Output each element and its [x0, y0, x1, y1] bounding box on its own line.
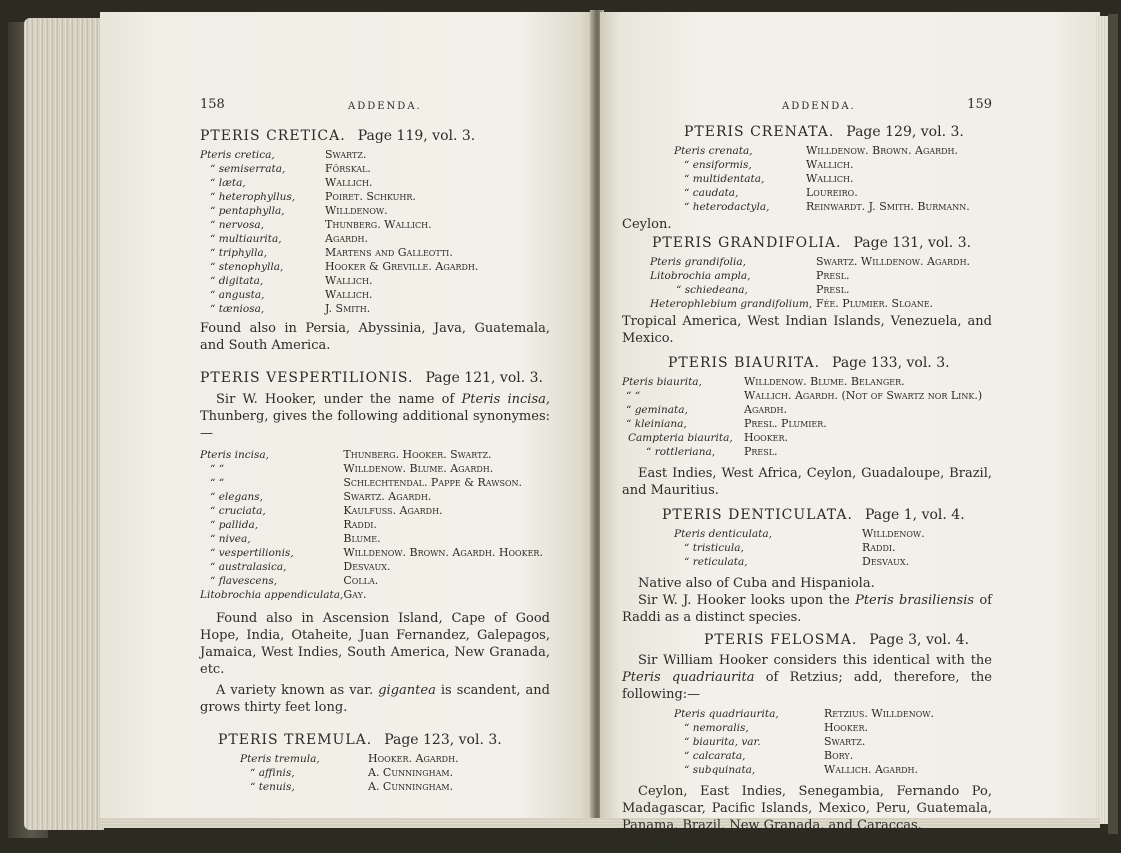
intro-text: Sir William Hooker considers this identical with the [638, 653, 992, 668]
synonym-name: Pteris cretica, [200, 149, 275, 161]
synonym-name: “ multiaurita, [210, 233, 282, 245]
synonym-authority: Martens and Galleotti. [325, 246, 453, 259]
section-note: Native also of Cuba and Hispaniola. [638, 576, 875, 591]
section-title: PTERIS FELOSMA. [704, 632, 858, 648]
synonym-authority: Bory. [824, 749, 854, 762]
section-note [622, 592, 992, 626]
synonym-authority: Willdenow. Blume. Belanger. [744, 375, 905, 388]
synonym-authority: Wallich. [325, 288, 373, 301]
synonym-table [674, 527, 925, 569]
synonym-authority: Wallich. [325, 176, 373, 189]
synonym-name: “ vespertilionis, [210, 547, 294, 559]
synonym-authority: Schlechtendal. Pappe & Rawson. [343, 476, 522, 489]
section-page-ref: Page 3, vol. 4. [869, 632, 970, 648]
synonym-authority: Willdenow. Brown. Agardh. Hooker. [343, 546, 543, 559]
synonym-authority: Wallich. [806, 172, 854, 185]
synonym-authority: Hooker. [744, 431, 789, 444]
synonym-row [200, 162, 550, 176]
synonym-name: “ tenuis, [250, 781, 295, 793]
synonym-table [674, 144, 970, 214]
synonym-name: “ rottleriana, [646, 446, 716, 458]
synonym-row [200, 546, 550, 560]
synonym-authority: Swartz. Agardh. [343, 490, 432, 503]
synonym-authority: Agardh. [325, 232, 369, 245]
synonym-row [622, 445, 982, 459]
synonym-table [200, 148, 550, 316]
synonym-authority: Retzius. Willdenow. [824, 707, 935, 720]
synonym-row [200, 574, 550, 588]
section-heading [622, 507, 992, 524]
intro-italic: Pteris incisa, [461, 392, 550, 407]
synonym-name: “ kleiniana, [626, 418, 687, 430]
synonym-table [650, 255, 970, 311]
section-title: PTERIS VESPERTILIONIS. [200, 370, 414, 386]
synonym-authority: J. Smith. [325, 302, 371, 315]
synonym-name: “ nervosa, [210, 219, 264, 231]
book-cover-right [1108, 14, 1118, 834]
synonym-name: “ multidentata, [684, 173, 765, 185]
synonym-authority: Raddi. [862, 541, 896, 554]
synonym-name: Pteris denticulata, [674, 528, 772, 540]
synonym-row [200, 518, 550, 532]
synonym-authority: Willdenow. Blume. Agardh. [343, 462, 494, 475]
synonym-authority: Thunberg. Wallich. [325, 218, 432, 231]
synonym-authority: Gay. [343, 588, 367, 601]
section-page-ref: Page 119, vol. 3. [357, 128, 476, 144]
synonym-name: “ tristicula, [684, 542, 744, 554]
synonym-authority: Willdenow. [325, 204, 388, 217]
synonym-authority: Wallich. Agardh. (Not of Swartz nor Link.) [744, 389, 983, 402]
section-note: Ceylon, East Indies, Senegambia, Fernando Po, Madagascar, Pacific Islands, Mexico, Peru, Guatemala, Panama, Brazil, New Granada, and Caraccas. [622, 784, 992, 833]
synonym-row [200, 260, 550, 274]
section-title: PTERIS TREMULA. [218, 732, 373, 748]
running-head-left [200, 96, 550, 118]
note-text: A variety known as var. [216, 683, 379, 698]
synonym-name: “ calcarata, [684, 750, 746, 762]
synonym-row [674, 158, 970, 172]
section-title: PTERIS DENTICULATA. [662, 507, 853, 523]
section-page-ref: Page 121, vol. 3. [425, 370, 543, 386]
page-number: 158 [200, 97, 225, 112]
section-title: PTERIS CRENATA. [684, 124, 835, 140]
synonym-name: “ ensiformis, [684, 159, 752, 171]
section-intro [200, 391, 550, 442]
synonym-name: “ pallida, [210, 519, 259, 531]
section-title: PTERIS CRETICA. [200, 128, 346, 144]
synonym-name: “ digitata, [210, 275, 264, 287]
section-heading [622, 235, 992, 252]
synonym-row [200, 476, 550, 490]
synonym-name: “ nemoralis, [684, 722, 749, 734]
synonym-name: Litobrochia appendiculata, [200, 589, 344, 601]
synonym-name: “ triphylla, [210, 247, 268, 259]
page-number: 159 [967, 97, 992, 112]
synonym-row [200, 302, 550, 316]
synonym-authority: Raddi. [343, 518, 377, 531]
note-italic: Pteris brasiliensis [855, 593, 975, 608]
synonym-name: Pteris tremula, [240, 753, 320, 765]
section-heading [200, 128, 550, 145]
synonym-name: “ elegans, [210, 491, 263, 503]
synonym-authority: A. Cunningham. [368, 766, 454, 779]
synonym-authority: A. Cunningham. [368, 780, 454, 793]
section-heading [200, 732, 550, 749]
right-page-text [622, 96, 992, 850]
synonym-row [200, 218, 550, 232]
synonym-name: Pteris incisa, [200, 449, 269, 461]
synonym-authority: Willdenow. Brown. Agardh. [806, 144, 959, 157]
synonym-authority: Swartz. [824, 735, 866, 748]
synonym-authority: Loureiro. [806, 186, 858, 199]
synonym-row [200, 560, 550, 574]
synonym-name: “ subquinata, [684, 764, 756, 776]
synonym-authority: Presl. Plumier. [744, 417, 827, 430]
synonym-row [200, 448, 550, 462]
note-text-end: is scandent, and grows thirty feet long. [200, 683, 550, 715]
synonym-row [200, 176, 550, 190]
signature-mark: Z [882, 838, 890, 850]
synonym-name: “ “ [626, 390, 641, 402]
synonym-row [650, 297, 970, 311]
synonym-row [674, 707, 934, 721]
synonym-row [650, 269, 970, 283]
running-head-title: ADDENDA. [348, 101, 422, 112]
synonym-name: “ geminata, [626, 404, 688, 416]
synonym-row [650, 283, 970, 297]
synonym-row [240, 780, 459, 794]
section-note: Found also in Persia, Abyssinia, Java, Guatemala, and South America. [200, 321, 550, 353]
synonym-row [200, 204, 550, 218]
section-page-ref: Page 123, vol. 3. [384, 732, 502, 748]
synonym-row [240, 766, 459, 780]
synonym-name: “ caudata, [684, 187, 739, 199]
synonym-name: “ nivea, [210, 533, 251, 545]
synonym-table [240, 752, 459, 794]
synonym-row [240, 752, 459, 766]
synonym-row [200, 288, 550, 302]
section-heading [622, 632, 992, 649]
section-intro [622, 652, 992, 703]
synonym-authority: Wallich. [806, 158, 854, 171]
synonym-authority: Thunberg. Hooker. Swartz. [343, 448, 492, 461]
synonym-row [622, 431, 982, 445]
left-page-text [200, 96, 550, 794]
synonym-authority: Willdenow. [862, 527, 925, 540]
section-heading [622, 355, 992, 372]
page-edges-left [24, 18, 104, 830]
synonym-table [622, 375, 982, 459]
synonym-authority: Fée. Plumier. Sloane. [816, 297, 934, 310]
synonym-row [200, 246, 550, 260]
synonym-row [674, 763, 934, 777]
synonym-authority: Förskal. [325, 162, 371, 175]
synonym-row [674, 172, 970, 186]
synonym-name: Pteris biaurita, [622, 376, 702, 388]
synonym-name: “ schiedeana, [676, 284, 748, 296]
section-page-ref: Page 133, vol. 3. [832, 355, 950, 371]
synonym-authority: Hooker. [824, 721, 869, 734]
synonym-name: Heterophlebium grandifolium, [650, 298, 813, 310]
synonym-row [622, 403, 982, 417]
section-title: PTERIS GRANDIFOLIA. [652, 235, 842, 251]
synonym-row [674, 527, 925, 541]
section-note [200, 682, 550, 716]
section-heading [200, 370, 550, 387]
synonym-name: “ flavescens, [210, 575, 278, 587]
intro-text-end: Thunberg, gives the following additional synonymes:— [200, 409, 550, 441]
intro-text-end: of Retzius; add, therefore, the following:— [622, 670, 992, 702]
synonym-name: “ semiserrata, [210, 163, 286, 175]
synonym-name: “ reticulata, [684, 556, 748, 568]
synonym-name: Pteris crenata, [674, 145, 753, 157]
synonym-authority: Presl. [816, 283, 850, 296]
section-heading [622, 124, 992, 141]
synonym-row [674, 735, 934, 749]
synonym-authority: Desvaux. [862, 555, 910, 568]
section-page-ref: Page 129, vol. 3. [846, 124, 964, 140]
running-head-title: ADDENDA. [782, 101, 856, 112]
synonym-authority: Swartz. Willdenow. Agardh. [816, 255, 971, 268]
synonym-name: “ “ [210, 463, 225, 475]
synonym-row [200, 462, 550, 476]
synonym-name: “ pentaphylla, [210, 205, 285, 217]
synonym-row [674, 200, 970, 214]
synonym-row [200, 532, 550, 546]
synonym-name: Pteris grandifolia, [650, 256, 746, 268]
synonym-name: “ biaurita, var. [684, 736, 761, 748]
synonym-authority: Agardh. [744, 403, 788, 416]
synonym-row [200, 232, 550, 246]
synonym-name: “ heterophyllus, [210, 191, 296, 203]
synonym-name: “ angusta, [210, 289, 265, 301]
synonym-row [200, 190, 550, 204]
synonym-authority: Hooker. Agardh. [368, 752, 459, 765]
note-italic: gigantea [378, 683, 436, 698]
section-page-ref: Page 131, vol. 3. [853, 235, 972, 251]
synonym-row [200, 148, 550, 162]
synonym-name: Campteria biaurita, [628, 432, 733, 444]
synonym-authority: Presl. [744, 445, 778, 458]
synonym-row [674, 144, 970, 158]
synonym-authority: Hooker & Greville. Agardh. [325, 260, 479, 273]
section-note: Tropical America, West Indian Islands, Venezuela, and Mexico. [622, 314, 992, 346]
section-title: PTERIS BIAURITA. [668, 355, 821, 371]
volume-signature: VOL. IV. [644, 838, 687, 850]
synonym-authority: Wallich. [325, 274, 373, 287]
synonym-row [674, 555, 925, 569]
synonym-name: “ “ [210, 477, 225, 489]
synonym-authority: Colla. [343, 574, 379, 587]
synonym-row [674, 541, 925, 555]
intro-italic: Pteris quadriaurita [622, 670, 755, 685]
synonym-name: “ tæniosa, [210, 303, 265, 315]
synonym-row [622, 417, 982, 431]
synonym-row [200, 490, 550, 504]
synonym-row [674, 186, 970, 200]
synonym-row [650, 255, 970, 269]
synonym-authority: Swartz. [325, 148, 367, 161]
synonym-table [674, 707, 934, 777]
synonym-name: Pteris quadriaurita, [674, 708, 779, 720]
synonym-row [674, 721, 934, 735]
synonym-name: “ australasica, [210, 561, 287, 573]
synonym-authority: Desvaux. [343, 560, 391, 573]
section-note: Found also in Ascension Island, Cape of Good Hope, India, Otaheite, Juan Fernandez, Galepagos, Jamaica, West Indies, South America, New Granada, etc. [200, 611, 550, 677]
synonym-authority: Presl. [816, 269, 850, 282]
synonym-row [674, 749, 934, 763]
note-text: Sir W. J. Hooker looks upon the [638, 593, 856, 608]
synonym-row [622, 389, 982, 403]
synonym-name: “ cruciata, [210, 505, 266, 517]
section-note: East Indies, West Africa, Ceylon, Guadaloupe, Brazil, and Mauritius. [622, 466, 992, 498]
synonym-row [200, 588, 550, 602]
synonym-row [622, 375, 982, 389]
synonym-authority: Blume. [343, 532, 381, 545]
synonym-authority: Reinwardt. J. Smith. Burmann. [806, 200, 970, 213]
synonym-table [200, 448, 550, 602]
synonym-authority: Wallich. Agardh. [824, 763, 918, 776]
synonym-name: “ heterodactyla, [684, 201, 770, 213]
synonym-name: “ stenophylla, [210, 261, 284, 273]
running-head-right [622, 96, 992, 118]
signature-line [622, 836, 992, 850]
synonym-authority: Kaulfuss. Agardh. [343, 504, 443, 517]
synonym-name: “ affinis, [250, 767, 295, 779]
section-page-ref: Page 1, vol. 4. [864, 507, 965, 523]
synonym-row [200, 274, 550, 288]
section-note: Ceylon. [622, 217, 672, 232]
intro-text: Sir W. Hooker, under the name of [216, 392, 462, 407]
synonym-name: Litobrochia ampla, [650, 270, 751, 282]
note-text-end: of Raddi as a distinct species. [622, 593, 992, 625]
synonym-authority: Poiret. Schkuhr. [325, 190, 416, 203]
synonym-name: “ læta, [210, 177, 246, 189]
synonym-row [200, 504, 550, 518]
